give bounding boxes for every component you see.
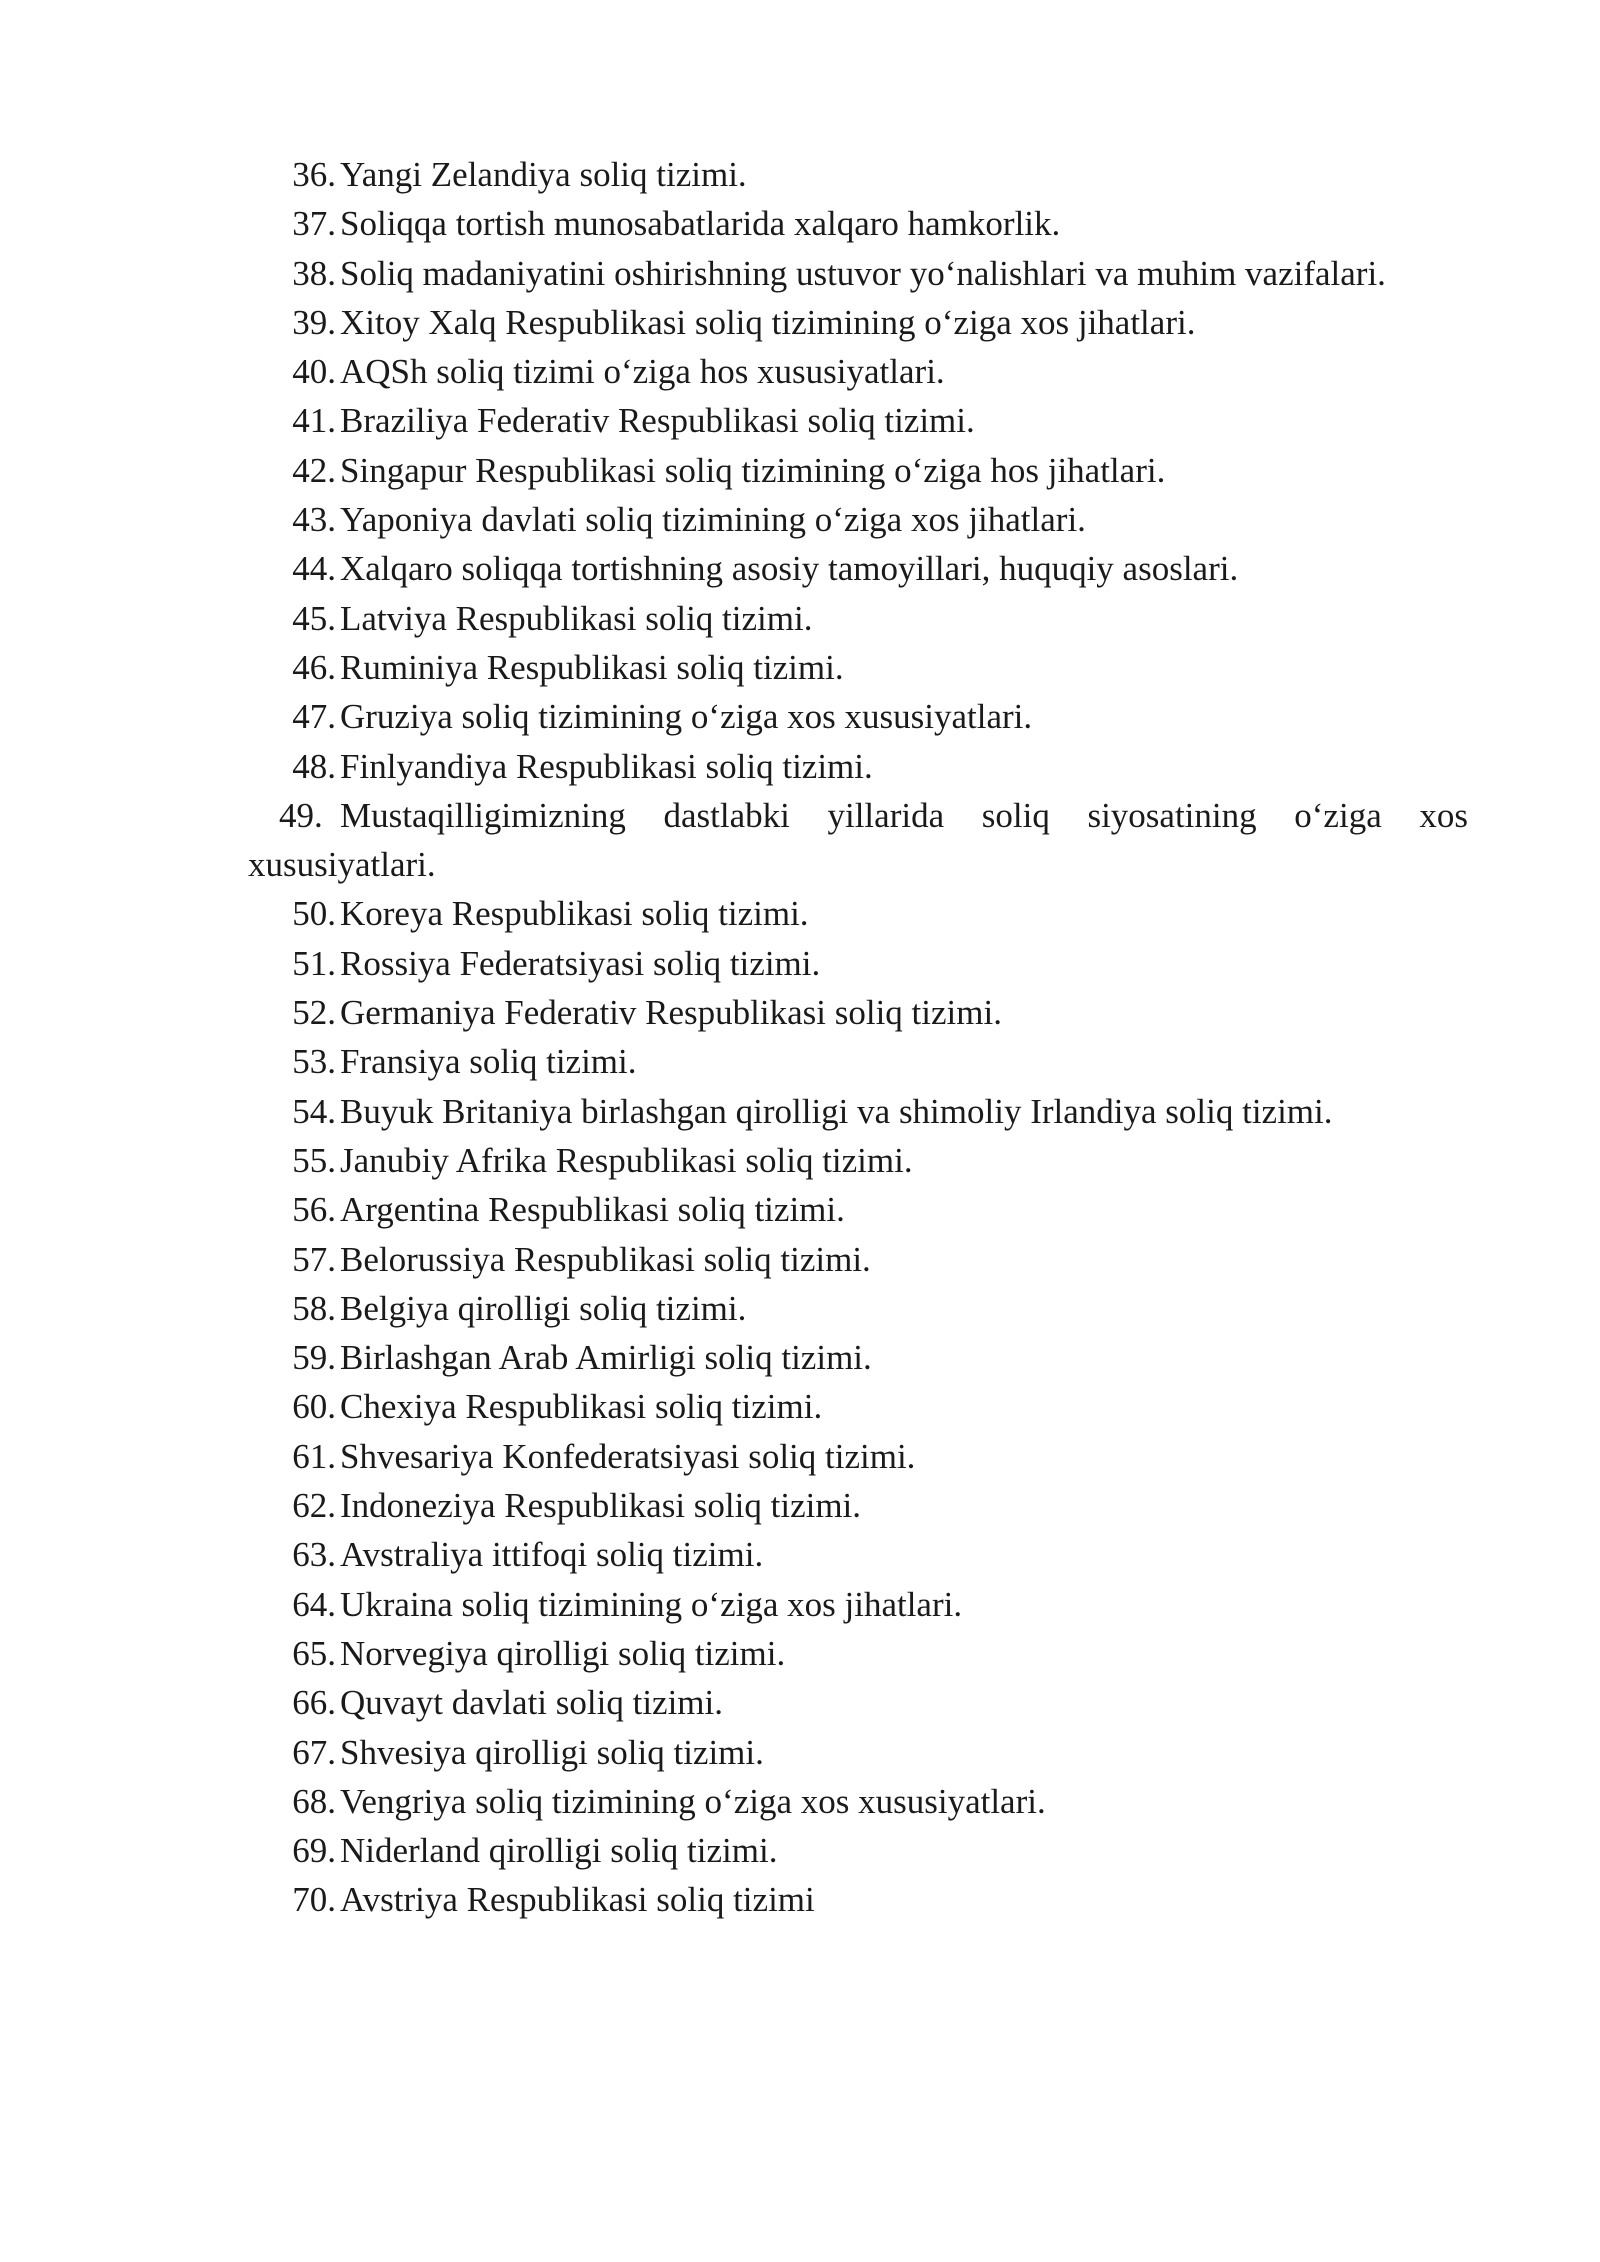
item-text: Soliq madaniyatini oshirishning ustuvor yo‘nalishlari va muhim vazifalari. (340, 253, 1386, 293)
item-number: 51. (292, 943, 336, 983)
list-item (248, 1235, 1468, 1284)
list-item (248, 1432, 1468, 1481)
item-number: 70. (292, 1880, 336, 1920)
list-item (248, 298, 1468, 347)
list-item (248, 742, 1468, 791)
list-item (248, 1382, 1468, 1431)
item-text: Vengriya soliq tizimining o‘ziga xos xususiyatlari. (340, 1781, 1046, 1821)
item-text: Koreya Respublikasi soliq tizimi. (340, 894, 809, 934)
item-text: Fransiya soliq tizimi. (340, 1042, 637, 1082)
item-text: Singapur Respublikasi soliq tizimining o‘ziga hos jihatlari. (340, 450, 1166, 490)
item-number: 61. (292, 1436, 336, 1476)
list-item (248, 396, 1468, 445)
item-number: 50. (292, 894, 336, 934)
item-text: AQSh soliq tizimi o‘ziga hos xususiyatlari. (340, 352, 945, 392)
item-text: Quvayt davlati soliq tizimi. (340, 1683, 724, 1723)
item-number: 37. (292, 204, 336, 244)
list-item (248, 1333, 1468, 1382)
item-number: 62. (292, 1486, 336, 1526)
item-number: 59. (292, 1338, 336, 1378)
item-number: 52. (292, 993, 336, 1033)
list-item (248, 249, 1468, 298)
item-text: Latviya Respublikasi soliq tizimi. (340, 598, 813, 638)
item-number: 63. (292, 1535, 336, 1575)
item-number: 65. (292, 1633, 336, 1673)
item-number: 36. (292, 155, 336, 194)
item-text: Soliqqa tortish munosabatlarida xalqaro hamkorlik. (340, 204, 1061, 244)
item-number: 58. (292, 1288, 336, 1328)
item-number: 55. (292, 1140, 336, 1180)
list-item (248, 1580, 1468, 1629)
list-item (248, 1037, 1468, 1086)
list-item (248, 939, 1468, 988)
item-number: 46. (292, 647, 336, 687)
item-number: 64. (292, 1584, 336, 1624)
list-item (248, 889, 1468, 938)
list-item (248, 1185, 1468, 1234)
list-item (248, 1284, 1468, 1333)
list-item (248, 446, 1468, 495)
list-item (248, 1136, 1468, 1185)
item-number: 57. (292, 1239, 336, 1279)
list-item (248, 1777, 1468, 1826)
list-item (248, 643, 1468, 692)
item-text: Finlyandiya Respublikasi soliq tizimi. (340, 746, 873, 786)
list-item (248, 199, 1468, 248)
item-number: 47. (292, 697, 336, 737)
item-text: Avstraliya ittifoqi soliq tizimi. (340, 1535, 764, 1575)
item-number: 41. (292, 401, 336, 441)
item-text: Germaniya Federativ Respublikasi soliq tizimi. (340, 993, 1002, 1033)
item-text: Shvesariya Konfederatsiyasi soliq tizimi. (340, 1436, 916, 1476)
item-number: 49. (279, 795, 323, 835)
item-text: Birlashgan Arab Amirligi soliq tizimi. (340, 1338, 872, 1378)
item-text: Xitoy Xalq Respublikasi soliq tizimining o‘ziga xos jihatlari. (340, 302, 1196, 342)
list-item (248, 347, 1468, 396)
list-item (248, 988, 1468, 1037)
item-text: Mustaqilligimizning dastlabki yillarida soliq siyosatining o‘ziga xos xususiyatlari. (248, 795, 1468, 885)
item-number: 44. (292, 549, 336, 589)
item-text: Yangi Zelandiya soliq tizimi. (340, 155, 747, 194)
list-item (248, 495, 1468, 544)
item-text: Argentina Respublikasi soliq tizimi. (340, 1190, 845, 1230)
list-item (248, 1678, 1468, 1727)
list-item (248, 544, 1468, 593)
list-item (248, 1875, 1468, 1924)
list-item (248, 1087, 1468, 1136)
item-text: Niderland qirolligi soliq tizimi. (340, 1831, 778, 1871)
item-number: 48. (292, 746, 336, 786)
item-text: Avstriya Respublikasi soliq tizimi (340, 1880, 815, 1920)
list-item (248, 150, 1468, 199)
item-text: Buyuk Britaniya birlashgan qirolligi va shimoliy Irlandiya soliq tizimi. (340, 1091, 1333, 1131)
item-number: 45. (292, 598, 336, 638)
item-number: 56. (292, 1190, 336, 1230)
list-item (248, 1481, 1468, 1530)
list-item (248, 791, 1468, 890)
item-text: Belgiya qirolligi soliq tizimi. (340, 1288, 747, 1328)
item-text: Chexiya Respublikasi soliq tizimi. (340, 1387, 823, 1427)
item-number: 60. (292, 1387, 336, 1427)
list-item (248, 594, 1468, 643)
item-number: 43. (292, 500, 336, 540)
item-number: 68. (292, 1781, 336, 1821)
item-text: Rossiya Federatsiyasi soliq tizimi. (340, 943, 821, 983)
list-item (248, 1728, 1468, 1777)
item-text: Gruziya soliq tizimining o‘ziga xos xususiyatlari. (340, 697, 1033, 737)
item-number: 38. (292, 253, 336, 293)
item-number: 67. (292, 1732, 336, 1772)
item-text: Norvegiya qirolligi soliq tizimi. (340, 1633, 786, 1673)
item-number: 42. (292, 450, 336, 490)
list-item (248, 1826, 1468, 1875)
item-text: Xalqaro soliqqa tortishning asosiy tamoyillari, huquqiy asoslari. (340, 549, 1239, 589)
item-text: Ruminiya Respublikasi soliq tizimi. (340, 647, 844, 687)
item-text: Belorussiya Respublikasi soliq tizimi. (340, 1239, 871, 1279)
item-number: 53. (292, 1042, 336, 1082)
item-text: Ukraina soliq tizimining o‘ziga xos jihatlari. (340, 1584, 963, 1624)
item-text: Braziliya Federativ Respublikasi soliq tizimi. (340, 401, 975, 441)
item-number: 54. (292, 1091, 336, 1131)
item-text: Janubiy Afrika Respublikasi soliq tizimi. (340, 1140, 913, 1180)
topic-list (248, 150, 1468, 1925)
item-text: Yaponiya davlati soliq tizimining o‘ziga xos jihatlari. (340, 500, 1086, 540)
item-number: 39. (292, 302, 336, 342)
item-number: 69. (292, 1831, 336, 1871)
item-number: 66. (292, 1683, 336, 1723)
list-item (248, 1629, 1468, 1678)
item-text: Shvesiya qirolligi soliq tizimi. (340, 1732, 764, 1772)
item-number: 40. (292, 352, 336, 392)
list-item (248, 1530, 1468, 1579)
list-item (248, 692, 1468, 741)
item-text: Indoneziya Respublikasi soliq tizimi. (340, 1486, 862, 1526)
